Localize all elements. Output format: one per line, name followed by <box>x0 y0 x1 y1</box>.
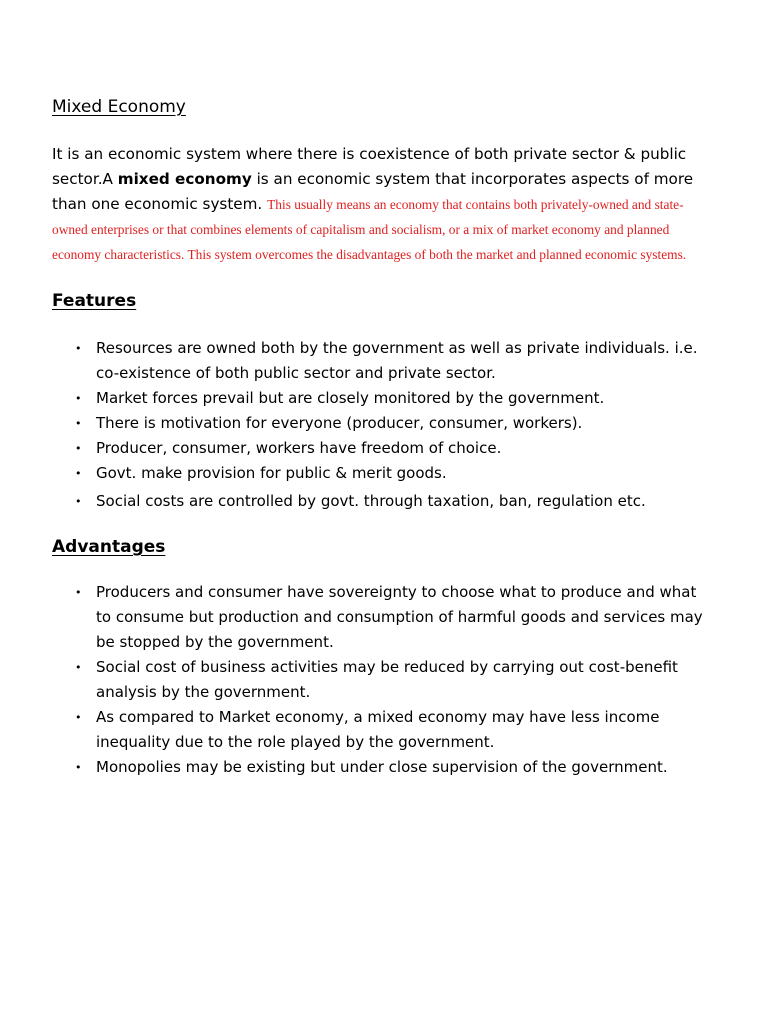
list-item <box>52 655 716 705</box>
advantages-heading: Advantages <box>52 537 166 557</box>
list-item-text: As compared to Market economy, a mixed economy may have less income inequality due to the role played by the government. <box>96 708 660 751</box>
bullet-icon: • <box>75 442 82 455</box>
list-item-text: Producers and consumer have sovereignty to choose what to produce and what to consume but production and consumption of harmful goods and services may be stopped by the government. <box>96 583 703 651</box>
list-item-text: Govt. make provision for public & merit goods. <box>96 464 447 482</box>
intro-paragraph <box>52 142 716 267</box>
bullet-icon: • <box>75 761 82 774</box>
document-title: Mixed Economy <box>52 97 186 117</box>
bullet-icon: • <box>75 711 82 724</box>
list-item <box>52 461 716 486</box>
advantages-list <box>52 580 716 780</box>
list-item <box>52 336 716 386</box>
list-item <box>52 755 716 780</box>
list-item-text: Social costs are controlled by govt. through taxation, ban, regulation etc. <box>96 492 646 510</box>
bullet-icon: • <box>75 495 82 508</box>
intro-red-explanation: This usually means an economy that contains both privately-owned and state-owned enterprises or that combines elements of capitalism and socialism, or a mix of market economy and planned economy characteristics. This system overcomes the disadvantages of both the market and planned economic systems. <box>52 197 687 262</box>
bullet-icon: • <box>75 661 82 674</box>
list-item <box>52 580 716 655</box>
intro-text-start: It is an economic system where there is coexistence of both private sector & public sector.A <box>52 145 687 188</box>
list-item-text: Monopolies may be existing but under close supervision of the government. <box>96 758 668 776</box>
list-item <box>52 436 716 461</box>
intro-text-middle: is an economic system that incorporates aspects of more than one economic system. <box>52 170 694 213</box>
bullet-icon: • <box>75 417 82 430</box>
list-item-text: Social cost of business activities may be reduced by carrying out cost-benefit analysis by the government. <box>96 658 678 701</box>
bullet-icon: • <box>75 342 82 355</box>
list-item-text: Producer, consumer, workers have freedom of choice. <box>96 439 502 457</box>
features-heading: Features <box>52 291 137 311</box>
bullet-icon: • <box>75 467 82 480</box>
list-item <box>52 411 716 436</box>
list-item-text: Market forces prevail but are closely monitored by the government. <box>96 389 605 407</box>
list-item-text: Resources are owned both by the government as well as private individuals. i.e. co-existence of both public sector and private sector. <box>96 339 698 382</box>
features-list <box>52 336 716 514</box>
bullet-icon: • <box>75 586 82 599</box>
list-item <box>52 386 716 411</box>
list-item <box>52 489 716 514</box>
intro-bold-term: mixed economy <box>117 170 252 188</box>
list-item <box>52 705 716 755</box>
bullet-icon: • <box>75 392 82 405</box>
list-item-text: There is motivation for everyone (producer, consumer, workers). <box>96 414 583 432</box>
